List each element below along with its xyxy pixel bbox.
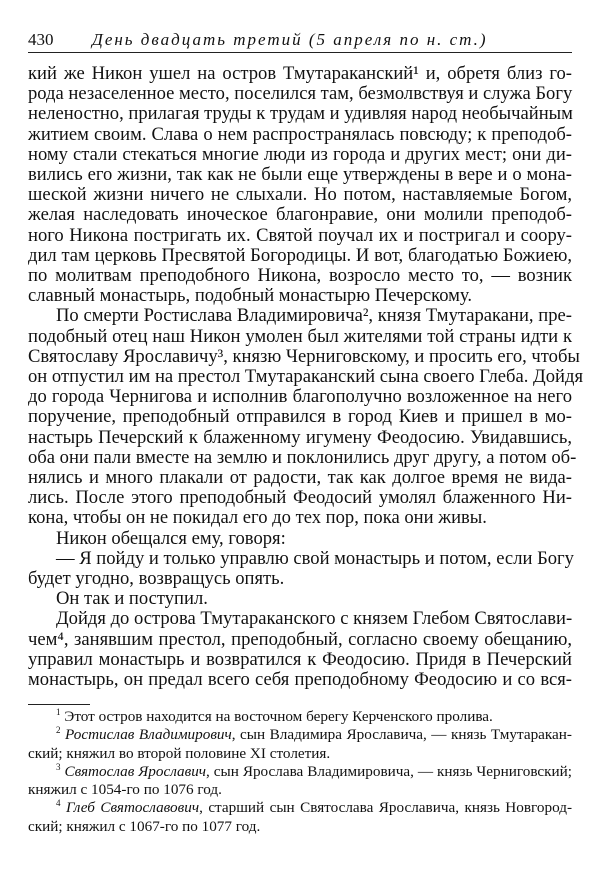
page-number: 430 [28,30,54,49]
footnote-text: , старший сын Святослава Ярославича, князь Новгород- [199,799,573,817]
footnote [28,799,572,836]
footnote-line: ский; княжил с 1067-го по 1077 год. [28,817,261,835]
footnote-text: , сын Владимира Ярославича, — князь Тмутаракан- [231,726,572,744]
text-line: шеской жизни ничего не слыхали. Но потом, наставляемые Богом, [28,184,572,206]
text-line: Святославу Ярославичу³, князю Черниговскому, и просить его, чтобы [28,345,580,367]
paragraph [28,609,572,690]
running-header [28,28,572,53]
paragraph [28,529,572,549]
text-line: Он так и поступил. [56,588,208,610]
text-line: кий же Никон ушел на остров Тмутараканский¹ и, обретя близ го- [28,63,572,84]
footnote-mark: 4 [56,798,61,809]
footnote-mark: 3 [56,761,61,772]
footnote [28,726,572,763]
footnote-text: Этот остров находится на восточном берегу Керченского пролива. [64,708,493,725]
text-line: чем⁴, занявшим престол, преподобный, согласно своему обещанию, [28,628,572,650]
footnote-line [28,799,572,817]
footnote-text: , сын Ярослава Владимировича, — князь Черниговский; [206,762,573,780]
text-line: вились его жизни, так как не были еще утверждены в вере и о мона- [28,164,572,186]
footnote-line [28,726,572,744]
text-line: дил там церковь Пресвятой Богородицы. И вот, благодатью Божиею, [28,244,572,266]
text-line: настырь Печерский к блаженному игумену Феодосию. Увидавшись, [28,426,572,448]
footnote-line: княжил с 1054-го по 1076 год. [28,781,222,799]
paragraph [28,64,572,306]
running-title: День двадцать третий (5 апреля по н. ст.) [92,30,488,49]
text-line: ному стали стекаться многие люди из города и других мест; они ди- [28,143,572,165]
text-line: житием своим. Слава о нем распространялась повсюду; к преподоб- [28,123,572,145]
text-line: оба они пали вместе на землю и поклонились друг другу, а потом об- [28,446,577,468]
text-line: поручение, преподобный отправился в город Киев и пришел в мо- [28,406,572,428]
text-line: — Я пойду и только управлю свой монастырь и потом, если Богу [56,547,574,569]
footnote [28,708,572,726]
text-line: управил монастырь и возвратился к Феодосию. Придя в Печерский [28,648,572,670]
footnote-mark: 1 [56,706,61,717]
text-line: Никон обещался ему, говоря: [56,527,286,549]
text-line: По смерти Ростислава Владимировича², князя Тмутаракани, пре- [56,305,572,327]
footnote-name: Ростислав Владимирович [65,726,232,744]
paragraph [28,589,572,609]
text-line: он отпустил им на престол Тмутараканский сына своего Глеба. Дойдя [28,366,583,388]
footnote-line [28,708,572,726]
text-line: неленостно, прилагая труды к трудам и удивляя народ необычайным [28,103,573,125]
text-line: подобный отец наш Никон умолен был жителями той страны идти к [28,325,572,347]
text-line: ного Никона постригать их. Святой поучал их и постригал и соору- [28,224,572,246]
footnote-line: ский; княжил во второй половине XI столетия. [28,744,331,762]
text-line: по молитвам преподобного Никона, возросло место то, — возник [28,265,572,287]
text-line: желая наследовать иноческое благонравие, они молили преподоб- [28,204,572,226]
text-line: нялись и много плакали от радости, так как долгое время не вида- [28,467,572,489]
paragraph [28,549,572,589]
footnote-separator [28,704,90,705]
main-text [28,63,583,691]
paragraph [28,305,583,529]
footnote-name: Глеб Святославович [65,799,200,817]
text-line: славный монастырь, подобный монастырю Печерскому. [28,285,473,307]
text-line: рода незаселенное место, поселился там, безмолвствуя и служа Богу [28,83,573,105]
footnote [28,763,572,800]
text-line: до города Чернигова и исполнив благополучно возложенное на него [28,386,572,408]
text-line: монастырь, он предал всего себя преподобному Феодосию и со вся- [28,669,572,691]
footnotes [28,708,572,836]
footnote-line [28,763,572,781]
text-line: будет угодно, возвращусь опять. [28,568,285,590]
footnote-mark: 2 [56,725,61,736]
text-line: лись. После этого преподобный Феодосий умолял блаженного Ни- [28,487,572,509]
text-line: Дойдя до острова Тмутараканского с князем Глебом Святослави- [56,608,573,630]
text-line: кона, чтобы он не покидал его до тех пор, пока они живы. [28,507,487,529]
footnote-name: Святослав Ярославич [64,762,207,780]
